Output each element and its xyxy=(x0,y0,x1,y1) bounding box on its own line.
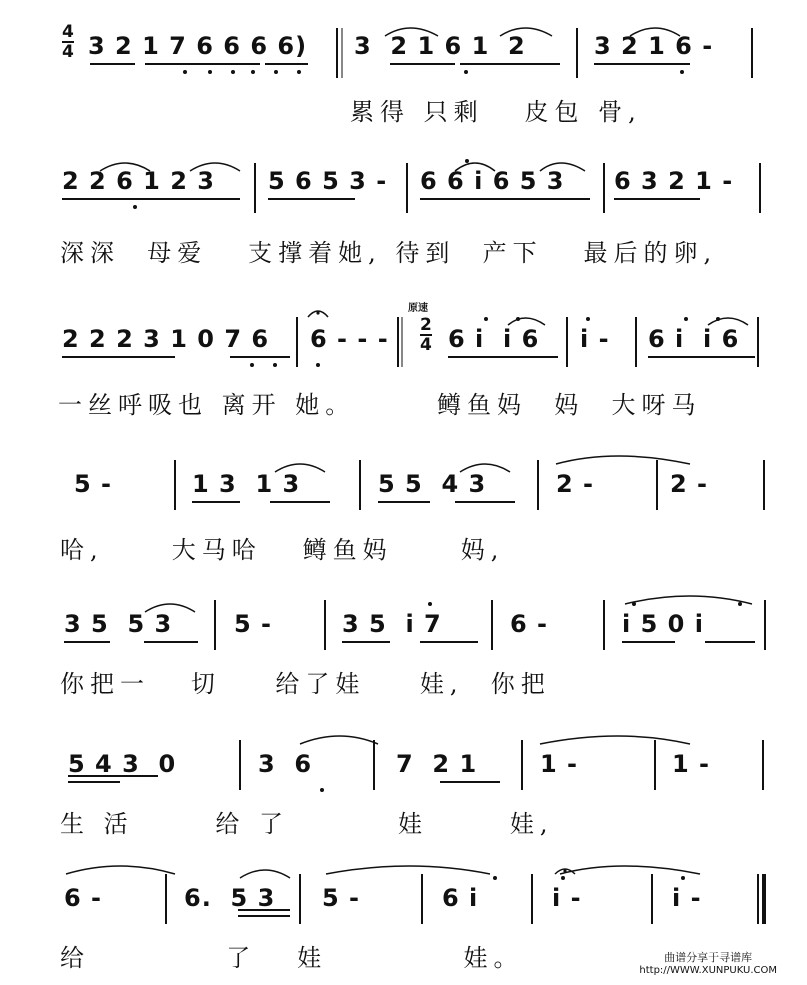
notes-segment: 6 3 2 1 - xyxy=(614,167,734,195)
notes-segment: 1 - xyxy=(672,750,711,778)
notes-segment: 5 - xyxy=(322,884,361,912)
watermark xyxy=(639,951,777,977)
notes-segment: 7 2 1 xyxy=(396,750,478,778)
notes-segment: 1 - xyxy=(540,750,579,778)
lyric-line: 你把一 切 给了娃 娃, 你把 xyxy=(60,670,551,698)
notes-segment: 2 2 6 1 2 3 xyxy=(62,167,215,195)
staff-lines xyxy=(0,20,807,90)
notes-segment: 3 2 1 6 - xyxy=(594,32,714,60)
score-row-5 xyxy=(0,588,807,698)
site-name: 曲谱分享于寻谱库 xyxy=(664,951,753,964)
staff-lines xyxy=(0,862,807,932)
time-signature-4-4: 4 4 xyxy=(62,22,74,62)
notes-segment: 1 3 1 3 xyxy=(192,470,301,498)
notes-segment: 6 - - - xyxy=(310,325,389,353)
notes-segment: 3 5 5 3 xyxy=(64,610,173,638)
notes-segment: 3 5 i 7 xyxy=(342,610,442,638)
site-url: http://WWW.XUNPUKU.COM xyxy=(639,965,777,976)
notes-segment: 6 - xyxy=(510,610,549,638)
notes-segment: 6 i i 6 xyxy=(648,325,740,353)
staff-lines xyxy=(0,588,807,658)
staff-lines xyxy=(0,155,807,225)
lyric-line: 哈, 大马哈 鳟鱼妈 妈, xyxy=(60,536,505,564)
score-row-3 xyxy=(0,295,807,419)
score-row-1 xyxy=(0,20,807,130)
notes-segment: 2 2 2 3 1 0 7 6 xyxy=(62,325,270,353)
notes-segment: i - xyxy=(580,325,610,353)
staff-lines xyxy=(0,448,807,518)
staff-lines xyxy=(0,295,807,375)
notes-segment: 6 6 i 6 5 3 xyxy=(420,167,565,195)
notes-segment: 2 - xyxy=(670,470,709,498)
time-signature-2-4: 2 4 xyxy=(420,315,432,355)
lyric-line: 一丝呼吸也 离开 她。 鳟鱼妈 妈 大呀马 xyxy=(58,391,702,419)
score-row-4 xyxy=(0,448,807,564)
notes-segment: 6 - xyxy=(64,884,103,912)
lyric-line: 生 活 给 了 娃 娃, xyxy=(60,810,554,838)
notes-segment: 6. 5 3 xyxy=(184,884,276,912)
notes-segment: 5 - xyxy=(234,610,273,638)
notes-segment: i 5 0 i xyxy=(622,610,704,638)
notes-segment: 6 i i 6 xyxy=(448,325,540,353)
tempo-marking: 原速 xyxy=(408,303,428,314)
staff-lines xyxy=(0,728,807,798)
notes-segment: 5 6 5 3 - xyxy=(268,167,388,195)
notes-segment: i - xyxy=(552,884,582,912)
notes-segment: 3 2 1 7 6 6 6 6) xyxy=(88,32,308,60)
notes-segment: 3 2 1 6 1 2 xyxy=(354,32,526,60)
score-row-6 xyxy=(0,728,807,838)
lyric-line: 累得 只剩 皮包 骨, xyxy=(350,98,642,126)
notes-segment: i - xyxy=(672,884,702,912)
score-row-2 xyxy=(0,155,807,265)
notes-segment: 3 6 xyxy=(258,750,313,778)
notes-segment: 2 - xyxy=(556,470,595,498)
notes-segment: 6 i xyxy=(442,884,479,912)
notes-segment: 5 5 4 3 xyxy=(378,470,487,498)
notes-segment: 5 - xyxy=(74,470,113,498)
lyric-line: 给 了 娃 娃。 xyxy=(60,944,524,972)
lyric-line: 深深 母爱 支撑着她, 待到 产下 最后的卵, xyxy=(60,239,718,267)
notes-segment: 5 4 3 0 xyxy=(68,750,177,778)
